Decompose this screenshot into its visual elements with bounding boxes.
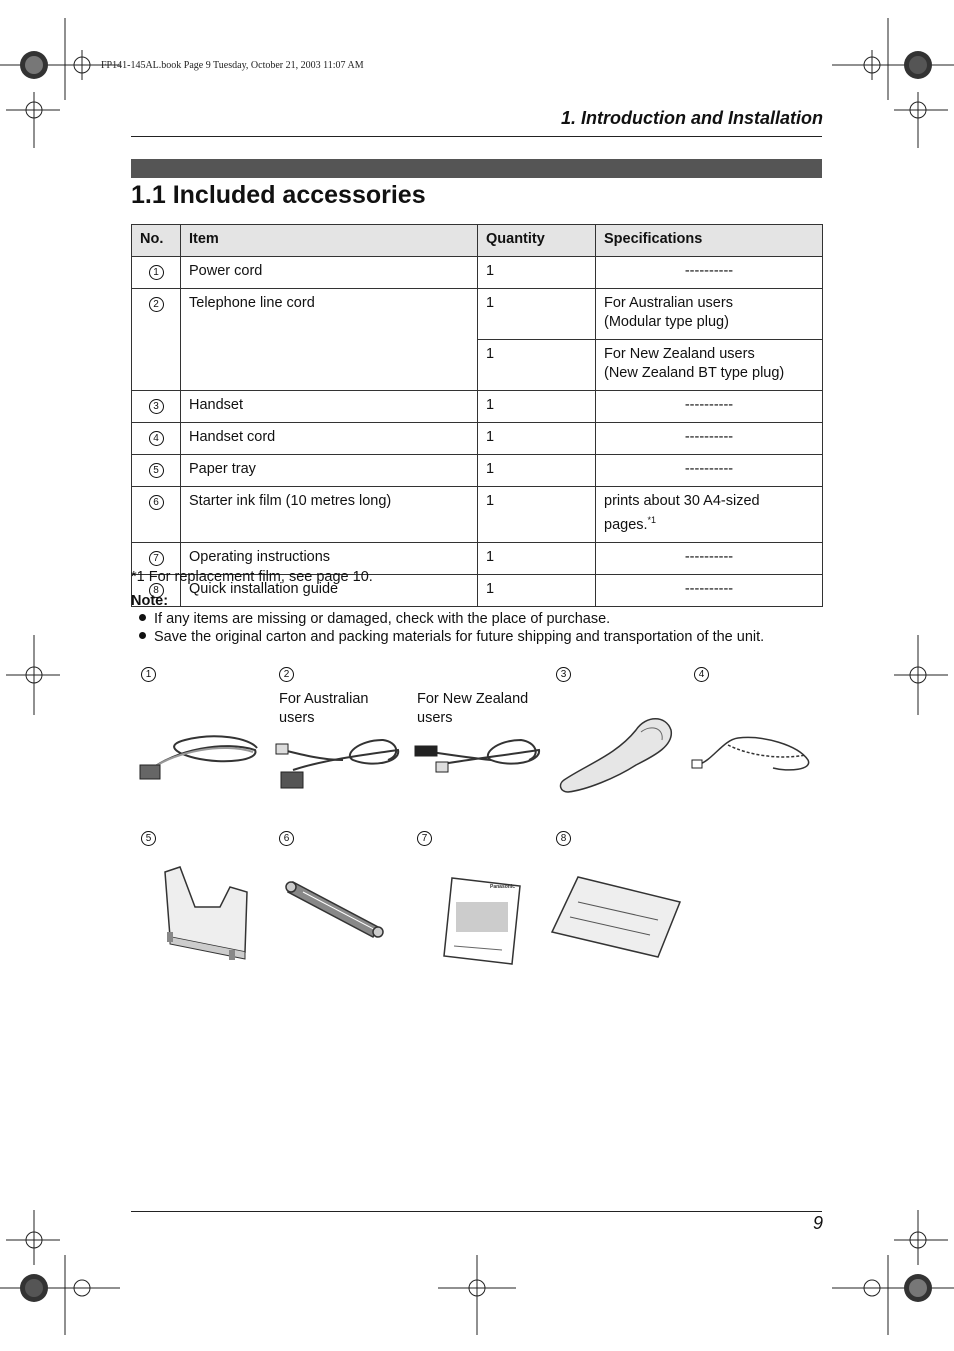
table-row xyxy=(132,487,823,543)
item-name: Telephone line cord xyxy=(181,289,478,391)
figure-label: 7 xyxy=(417,831,432,846)
item-number: 2 xyxy=(149,297,164,312)
column-header: Specifications xyxy=(596,225,823,257)
item-name: Paper tray xyxy=(181,455,478,487)
item-spec: ---------- xyxy=(596,391,823,423)
item-quantity: 1 xyxy=(478,289,596,340)
item-number: 1 xyxy=(149,265,164,280)
item-number: 4 xyxy=(149,431,164,446)
quick-guide-image xyxy=(548,872,684,962)
figure-label: 3 xyxy=(556,667,571,682)
item-number: 6 xyxy=(149,495,164,510)
page-heading: 1.1 Included accessories xyxy=(131,181,426,209)
item-quantity: 1 xyxy=(478,340,596,391)
page-number: 9 xyxy=(812,1213,823,1233)
ink-film-image xyxy=(283,872,393,947)
item-number: 5 xyxy=(149,463,164,478)
paper-tray-image xyxy=(155,862,255,967)
item-name: Power cord xyxy=(181,257,478,289)
item-quantity: 1 xyxy=(478,574,596,606)
handset-cord-image xyxy=(688,710,818,780)
item-number: 3 xyxy=(149,399,164,414)
item-name: Handset xyxy=(181,391,478,423)
bullet-icon xyxy=(139,632,146,639)
item-spec: ---------- xyxy=(596,574,823,606)
australian-label: For Australian users xyxy=(279,691,369,726)
figure-label: 8 xyxy=(556,831,571,846)
power-cord-image xyxy=(135,720,265,790)
header-rule xyxy=(131,136,822,137)
column-header: No. xyxy=(132,225,181,257)
item-number: 7 xyxy=(149,551,164,566)
table-row xyxy=(132,423,823,455)
table-row xyxy=(132,455,823,487)
print-line: FP141-145AL.book Page 9 Tuesday, October 21, 2003 11:07 AM xyxy=(101,60,364,71)
new-zealand-line-cord-image xyxy=(411,720,543,795)
item-quantity: 1 xyxy=(478,257,596,289)
section-title: 1. Introduction and Installation xyxy=(560,108,823,128)
footnote: *1 For replacement film, see page 10. xyxy=(131,569,373,585)
figure-label: 1 xyxy=(141,667,156,682)
item-spec: ---------- xyxy=(596,257,823,289)
new-zealand-label: For New Zealand users xyxy=(417,691,529,726)
table-row xyxy=(132,257,823,289)
item-spec: ---------- xyxy=(596,542,823,574)
handset-image xyxy=(556,710,678,798)
column-header: Quantity xyxy=(478,225,596,257)
item-name: Handset cord xyxy=(181,423,478,455)
item-quantity: 1 xyxy=(478,542,596,574)
operating-instructions-image xyxy=(440,874,526,968)
note-bullet: Save the original carton and packing materials for future shipping and transportation of the unit. xyxy=(139,629,764,645)
figure-label: 6 xyxy=(279,831,294,846)
item-spec: prints about 30 A4-sized pages.$^{*1}$ xyxy=(596,487,823,543)
item-quantity: 1 xyxy=(478,391,596,423)
item-name: Quick installation guide xyxy=(181,574,478,606)
item-quantity: 1 xyxy=(478,487,596,543)
item-spec: ---------- xyxy=(596,455,823,487)
heading-band xyxy=(131,159,822,178)
table-header-row xyxy=(132,225,823,257)
item-quantity: 1 xyxy=(478,423,596,455)
footer-rule xyxy=(131,1211,822,1212)
column-header: Item xyxy=(181,225,478,257)
figure-label: 5 xyxy=(141,831,156,846)
note-bullet: If any items are missing or damaged, check with the place of purchase. xyxy=(139,611,610,627)
item-quantity: 1 xyxy=(478,455,596,487)
item-name: Starter ink film (10 metres long) xyxy=(181,487,478,543)
accessories-table xyxy=(131,224,823,607)
table-row xyxy=(132,391,823,423)
item-spec: ---------- xyxy=(596,423,823,455)
item-spec: For Australian users (Modular type plug) xyxy=(596,289,823,340)
figure-label: 2 xyxy=(279,667,294,682)
brand-label: Panasonic xyxy=(490,884,516,890)
australian-line-cord-image xyxy=(273,720,405,795)
item-number: 8 xyxy=(149,583,164,598)
note-title: Note: xyxy=(131,593,169,609)
footnote-ref: *1 xyxy=(647,515,657,525)
figure-label: 4 xyxy=(694,667,709,682)
table-row xyxy=(132,289,823,340)
bullet-icon xyxy=(139,614,146,621)
item-name: Operating instructions xyxy=(181,542,478,574)
item-spec: For New Zealand users (New Zealand BT type plug) xyxy=(596,340,823,391)
